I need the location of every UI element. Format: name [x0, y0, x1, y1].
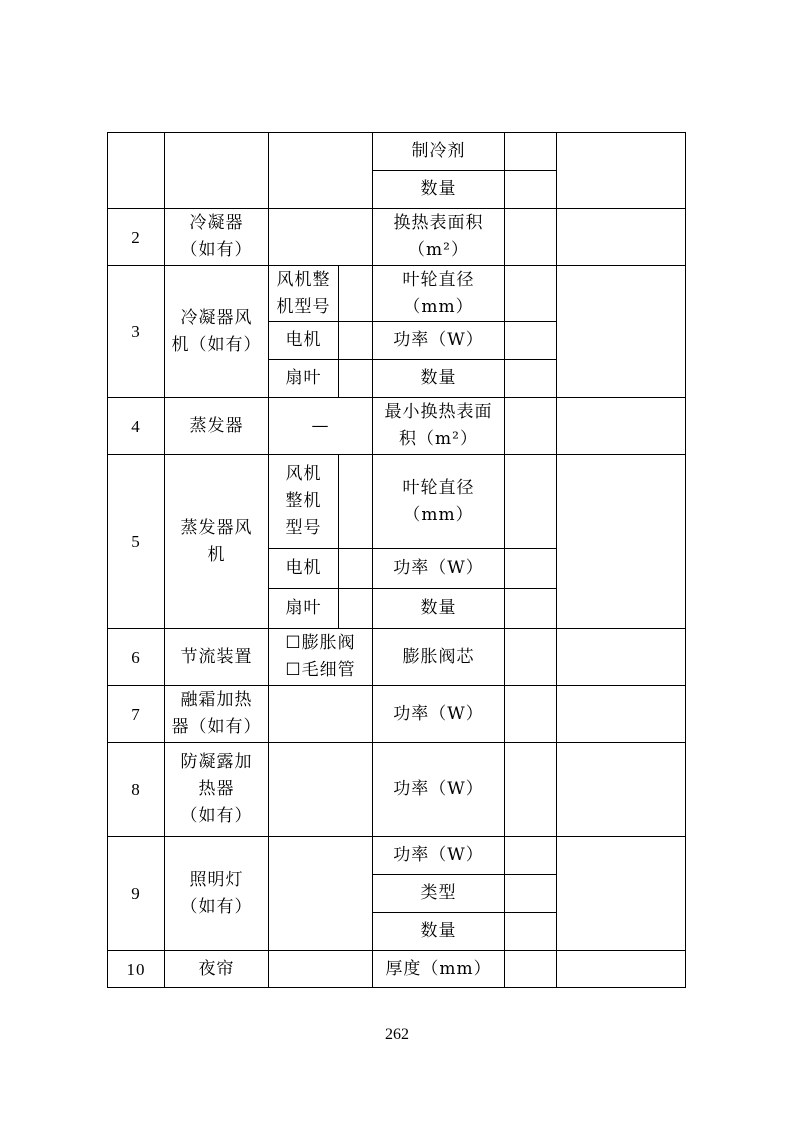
value-cell — [505, 133, 557, 171]
value-cell — [505, 837, 557, 875]
note-cell — [557, 133, 686, 209]
sub-line: 风机整 — [276, 269, 331, 290]
value-cell — [505, 549, 557, 589]
component-spec-table — [107, 132, 686, 988]
note-cell — [557, 209, 686, 266]
value-cell — [505, 686, 557, 743]
param-line: 叶轮直径 — [402, 477, 475, 498]
name-cell — [165, 209, 269, 266]
note-cell — [557, 455, 686, 629]
table-row — [108, 686, 686, 743]
value-cell — [505, 629, 557, 686]
row-number: 9 — [108, 837, 165, 951]
param-cell: 膨胀阀芯 — [373, 629, 505, 686]
row-number: 6 — [108, 629, 165, 686]
sub-value-cell — [339, 589, 373, 629]
sub-cell — [269, 743, 373, 837]
param-line: 叶轮直径 — [402, 269, 475, 290]
no-cell — [108, 133, 165, 209]
sub-cell — [269, 133, 373, 209]
param-label: 制冷剂 — [411, 141, 466, 161]
param-cell: 功率（W） — [373, 686, 505, 743]
value-cell — [505, 743, 557, 837]
param-cell: 厚度（mm） — [373, 951, 505, 988]
note-cell — [557, 743, 686, 837]
value-cell — [505, 875, 557, 913]
row-number: 10 — [108, 951, 165, 988]
value-cell — [505, 913, 557, 951]
name-line: 机（如有） — [171, 334, 262, 355]
note-cell — [557, 398, 686, 455]
table-row — [108, 629, 686, 686]
note-cell — [557, 629, 686, 686]
page-number: 262 — [385, 1026, 409, 1043]
param-cell: 类型 — [373, 875, 505, 913]
param-line: （mm） — [403, 504, 474, 525]
name-line: 热器 — [198, 779, 235, 799]
checkbox-option[interactable]: ☐膨胀阀 — [285, 633, 356, 653]
param-cell — [373, 455, 505, 549]
name-line: 融霜加热 — [180, 690, 253, 710]
note-cell — [557, 837, 686, 951]
note-cell — [557, 686, 686, 743]
sub-cell — [269, 686, 373, 743]
value-cell — [505, 398, 557, 455]
table-row — [108, 455, 686, 549]
name-cell: 夜帘 — [165, 951, 269, 988]
value-cell — [505, 951, 557, 988]
sub-line: 机型号 — [276, 296, 331, 317]
name-line: （如有） — [180, 896, 253, 917]
param-cell: 功率（W） — [373, 549, 505, 589]
table-row — [108, 398, 686, 455]
sub-label-cell — [269, 266, 339, 322]
value-cell — [505, 266, 557, 322]
param-cell: 数量 — [373, 913, 505, 951]
param-line: 最小换热表面 — [384, 402, 493, 422]
row-number: 3 — [108, 266, 165, 398]
sub-label-cell: 电机 — [269, 322, 339, 360]
sub-value-cell — [339, 455, 373, 549]
sub-label-cell — [269, 455, 339, 549]
name-cell — [165, 837, 269, 951]
name-line: （如有） — [180, 240, 253, 260]
value-cell — [505, 589, 557, 629]
value-cell — [505, 455, 557, 549]
sub-line: 整机 — [285, 491, 322, 511]
param-line: 换热表面积 — [393, 213, 484, 233]
sub-line: 型号 — [285, 518, 322, 538]
sub-value-cell — [339, 322, 373, 360]
param-line: 积（m²） — [399, 429, 478, 449]
param-cell: 功率（W） — [373, 837, 505, 875]
value-cell — [505, 209, 557, 266]
name-cell — [165, 455, 269, 629]
row-number: 7 — [108, 686, 165, 743]
name-line: 蒸发器风 — [180, 517, 253, 538]
table-row — [108, 266, 686, 322]
param-cell — [373, 171, 505, 209]
sub-cell — [269, 209, 373, 266]
sub-value-cell — [339, 266, 373, 322]
sub-cell — [269, 629, 373, 686]
table-row — [108, 837, 686, 875]
name-cell: 蒸发器 — [165, 398, 269, 455]
table-row — [108, 133, 686, 171]
row-number: 5 — [108, 455, 165, 629]
table-row — [108, 951, 686, 988]
row-number: 8 — [108, 743, 165, 837]
name-cell — [165, 686, 269, 743]
param-cell: 功率（W） — [373, 322, 505, 360]
row-number: 2 — [108, 209, 165, 266]
sub-label-cell: 电机 — [269, 549, 339, 589]
checkbox-option[interactable]: ☐毛细管 — [285, 660, 356, 680]
name-cell — [165, 743, 269, 837]
param-cell: 数量 — [373, 360, 505, 398]
name-cell: 节流装置 — [165, 629, 269, 686]
name-line: （如有） — [180, 806, 253, 826]
param-label: 数量 — [420, 179, 457, 199]
sub-label-cell: 扇叶 — [269, 589, 339, 629]
note-cell — [557, 951, 686, 988]
name-cell — [165, 133, 269, 209]
sub-label-cell: 扇叶 — [269, 360, 339, 398]
value-cell — [505, 322, 557, 360]
name-line: 照明灯 — [189, 869, 244, 890]
value-cell — [505, 171, 557, 209]
param-cell — [373, 209, 505, 266]
note-cell — [557, 266, 686, 398]
sub-value-cell — [339, 549, 373, 589]
sub-line: 风机 — [285, 464, 322, 484]
sub-cell — [269, 951, 373, 988]
name-line: 器（如有） — [171, 717, 262, 737]
name-cell — [165, 266, 269, 398]
sub-value-cell — [339, 360, 373, 398]
param-cell — [373, 266, 505, 322]
sub-cell — [269, 837, 373, 951]
param-cell — [373, 398, 505, 455]
param-line: （m²） — [408, 240, 469, 260]
sub-cell: — — [269, 398, 373, 455]
name-line: 机 — [207, 544, 226, 565]
param-line: （mm） — [403, 296, 474, 317]
param-cell: 功率（W） — [373, 743, 505, 837]
value-cell — [505, 360, 557, 398]
table-row — [108, 743, 686, 837]
table-row — [108, 209, 686, 266]
param-cell — [373, 133, 505, 171]
name-line: 冷凝器 — [189, 213, 244, 233]
row-number: 4 — [108, 398, 165, 455]
name-line: 防凝露加 — [180, 752, 253, 772]
param-cell: 数量 — [373, 589, 505, 629]
name-line: 冷凝器风 — [180, 307, 253, 328]
